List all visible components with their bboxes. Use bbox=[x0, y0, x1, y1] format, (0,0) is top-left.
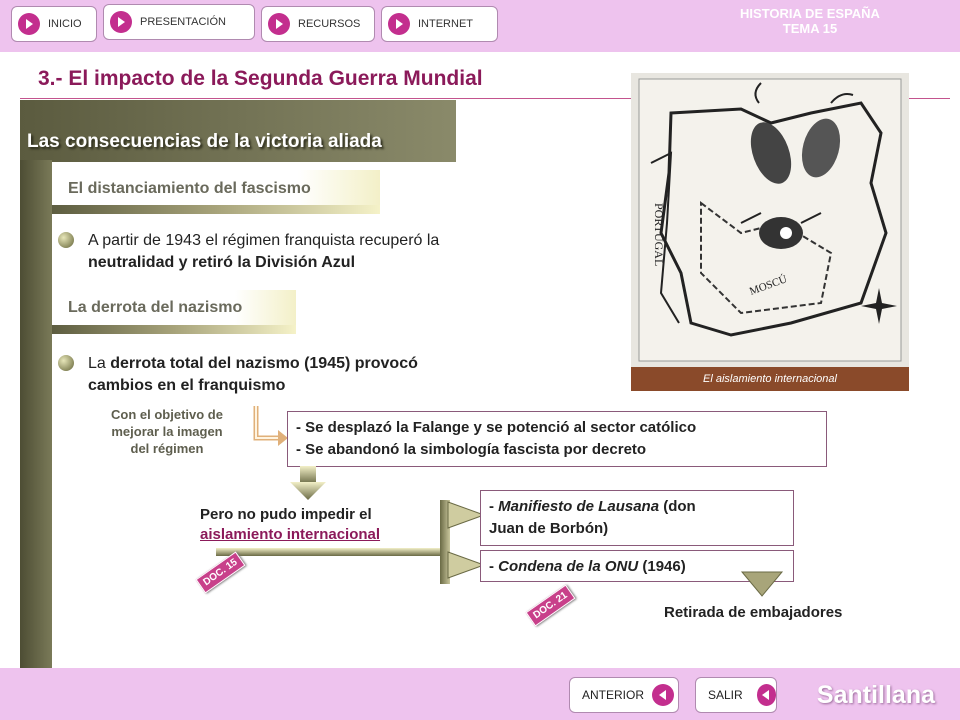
bullet-icon bbox=[58, 232, 74, 248]
measures-box bbox=[287, 411, 827, 467]
bullet-1-line-b: neutralidad y retiró la División Azul bbox=[88, 254, 356, 271]
bullet-2-line-a: La bbox=[88, 355, 111, 372]
brand-logo: Santillana bbox=[816, 681, 935, 709]
manifiesto-line-2: Juan de Borbón) bbox=[489, 520, 609, 537]
salir-button[interactable] bbox=[695, 677, 777, 713]
bullet-2-line-b: derrota total del nazismo (1945) provocó bbox=[110, 355, 418, 372]
pero-text bbox=[200, 505, 380, 545]
cartoon-drawing bbox=[631, 73, 909, 367]
page-title: 3.- El impacto de la Segunda Guerra Mundial bbox=[38, 67, 483, 90]
connector-bar bbox=[216, 548, 442, 556]
nav-inicio-button[interactable] bbox=[11, 6, 97, 42]
portugal-label: PORTUGAL bbox=[652, 203, 666, 267]
objective-line-3: del régimen bbox=[130, 441, 204, 456]
pero-line-1: Pero no pudo impedir el bbox=[200, 506, 372, 523]
condena-rest: (1946) bbox=[638, 558, 686, 575]
nav-recursos-button[interactable] bbox=[261, 6, 375, 42]
play-icon bbox=[110, 11, 132, 33]
bullet-icon bbox=[58, 355, 74, 371]
nav-presentacion-button[interactable] bbox=[103, 4, 255, 40]
moscu-label: MOSCÚ bbox=[747, 273, 789, 298]
subhead-underline-1 bbox=[52, 205, 380, 214]
objective-note bbox=[92, 406, 242, 457]
retirada-text: Retirada de embajadores bbox=[664, 604, 843, 621]
nav-internet-label: INTERNET bbox=[418, 18, 473, 30]
manifiesto-title: Manifiesto de Lausana bbox=[498, 498, 660, 515]
elbow-arrow-icon bbox=[250, 404, 290, 448]
subhead-underline-2 bbox=[52, 325, 296, 334]
subhead-derrota: La derrota del nazismo bbox=[68, 299, 243, 316]
bullet-2-text bbox=[88, 353, 538, 397]
bullet-1-line-a: A partir de 1943 el régimen franquista recuperó la bbox=[88, 232, 440, 249]
section-title: Las consecuencias de la victoria aliada bbox=[27, 131, 382, 152]
series-title bbox=[740, 6, 880, 36]
image-caption: El aislamiento internacional bbox=[631, 367, 909, 391]
subhead-distanciamiento: El distanciamiento del fascismo bbox=[68, 180, 311, 197]
condena-dash: - bbox=[489, 558, 499, 575]
nav-internet-button[interactable] bbox=[381, 6, 498, 42]
left-rail bbox=[20, 160, 52, 668]
down-arrow-icon bbox=[288, 466, 328, 502]
down-triangle-icon bbox=[740, 570, 784, 598]
manifiesto-rest: (don bbox=[659, 498, 696, 515]
back-arrow-icon bbox=[757, 684, 776, 706]
measure-1: - Se desplazó la Falange y se potenció al sector católico bbox=[296, 419, 697, 436]
play-icon bbox=[388, 13, 410, 35]
anterior-label: ANTERIOR bbox=[582, 688, 645, 702]
nav-inicio-label: INICIO bbox=[48, 18, 82, 30]
series-line-2: TEMA 15 bbox=[782, 21, 838, 36]
nav-presentacion-label: PRESENTACIÓN bbox=[140, 16, 226, 28]
doc-21-badge[interactable]: DOC. 21 bbox=[526, 585, 576, 627]
salir-label: SALIR bbox=[708, 688, 743, 702]
play-icon bbox=[18, 13, 40, 35]
condena-title: Condena de la ONU bbox=[498, 558, 639, 575]
objective-line-1: Con el objetivo de bbox=[111, 407, 223, 422]
measure-2: - Se abandonó la simbología fascista por decreto bbox=[296, 441, 647, 458]
nav-recursos-label: RECURSOS bbox=[298, 18, 361, 30]
doc-15-badge[interactable]: DOC. 15 bbox=[196, 552, 246, 594]
cartoon-image bbox=[631, 73, 909, 391]
bullet-2-line-c: cambios en el franquismo bbox=[88, 377, 286, 394]
back-arrow-icon bbox=[652, 684, 674, 706]
series-line-1: HISTORIA DE ESPAÑA bbox=[740, 6, 880, 21]
aislamiento-link[interactable]: aislamiento internacional bbox=[200, 526, 381, 543]
anterior-button[interactable] bbox=[569, 677, 679, 713]
manifiesto-box bbox=[480, 490, 794, 546]
play-icon bbox=[268, 13, 290, 35]
bullet-1-text bbox=[88, 230, 538, 274]
manifiesto-dash: - bbox=[489, 498, 499, 515]
objective-line-2: mejorar la imagen bbox=[111, 424, 223, 439]
